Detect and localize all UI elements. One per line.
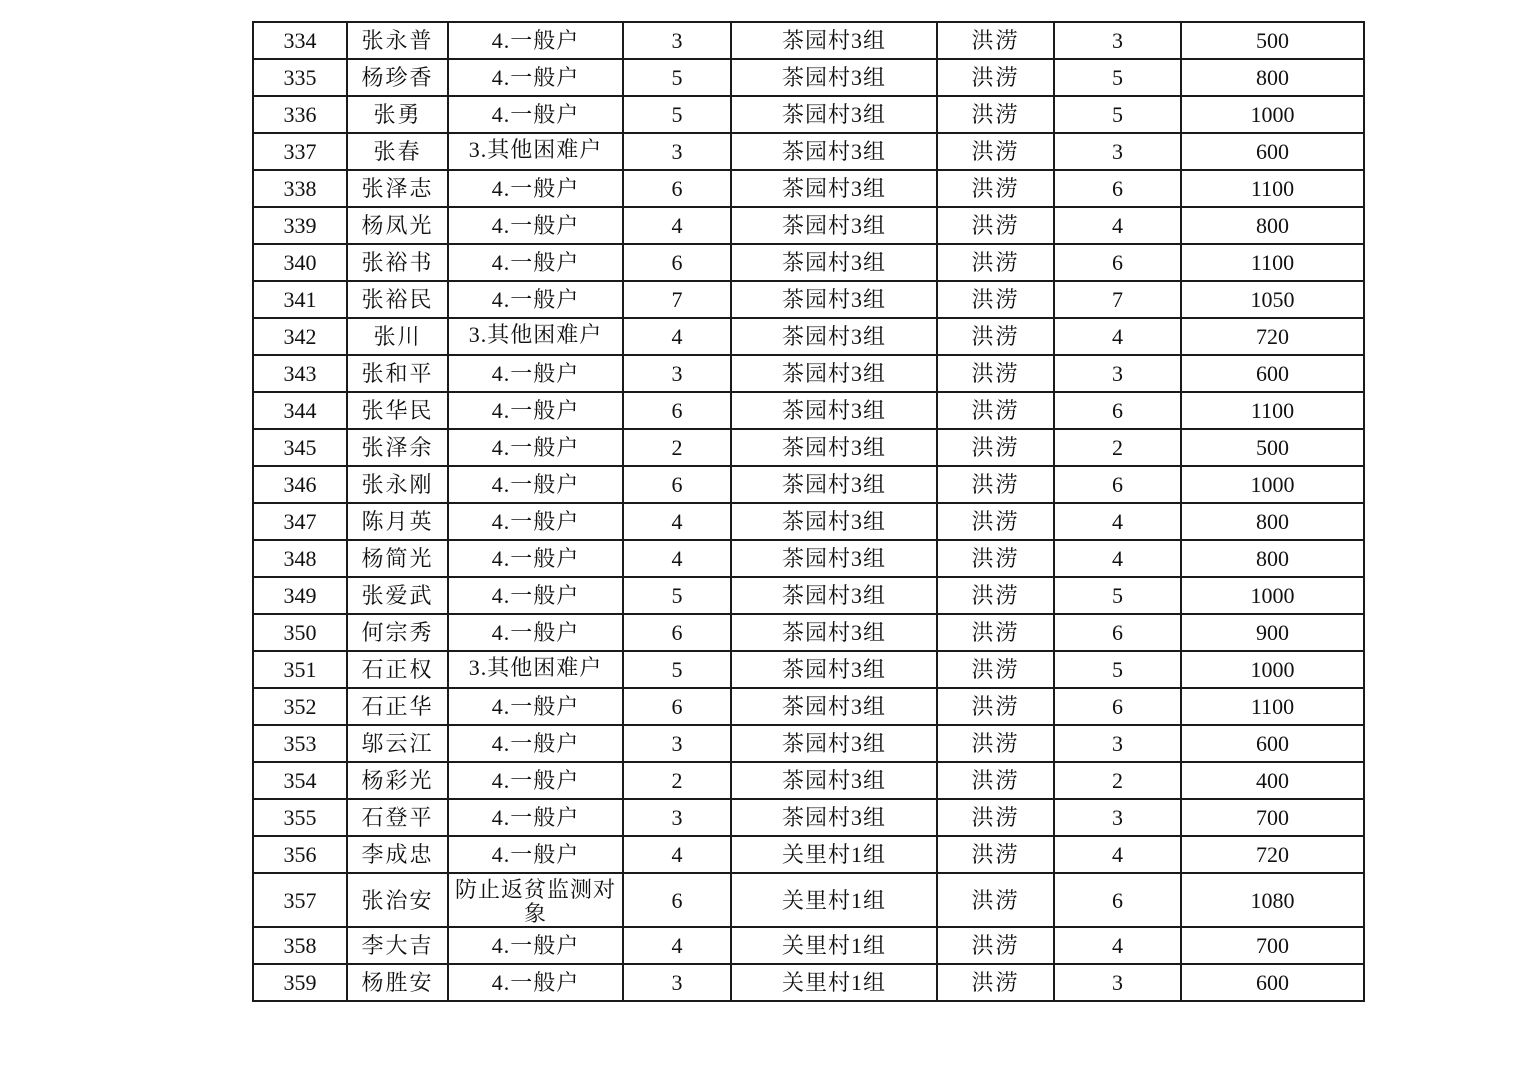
disaster-type-cell: 洪涝 [937,244,1054,281]
household-type-cell: 4.一般户 [448,836,623,873]
household-size-cell: 4 [623,540,731,577]
row-number-cell: 350 [253,614,347,651]
household-type-cell: 4.一般户 [448,355,623,392]
disaster-type-cell: 洪涝 [937,318,1054,355]
household-size-cell: 5 [623,59,731,96]
row-number-cell: 351 [253,651,347,688]
household-type-cell: 4.一般户 [448,244,623,281]
disaster-type-cell: 洪涝 [937,466,1054,503]
disaster-type-cell: 洪涝 [937,207,1054,244]
address-cell: 茶园村3组 [731,244,937,281]
household-size-cell: 6 [623,392,731,429]
disaster-type-cell: 洪涝 [937,170,1054,207]
address-cell: 茶园村3组 [731,429,937,466]
household-type-cell: 4.一般户 [448,614,623,651]
name-cell: 张勇 [347,96,448,133]
table-row [253,392,1364,429]
affected-count-cell: 4 [1054,503,1181,540]
address-cell: 关里村1组 [731,927,937,964]
disaster-type-cell: 洪涝 [937,429,1054,466]
row-number-cell: 338 [253,170,347,207]
row-number-cell: 335 [253,59,347,96]
table-row [253,964,1364,1001]
affected-count-cell: 4 [1054,540,1181,577]
table-row [253,133,1364,170]
table-row [253,318,1364,355]
household-size-cell: 2 [623,762,731,799]
address-cell: 茶园村3组 [731,133,937,170]
name-cell: 杨简光 [347,540,448,577]
affected-count-cell: 3 [1054,22,1181,59]
household-type-cell: 4.一般户 [448,392,623,429]
amount-cell: 700 [1181,927,1364,964]
name-cell: 李成忠 [347,836,448,873]
household-size-cell: 3 [623,964,731,1001]
amount-cell: 720 [1181,318,1364,355]
household-size-cell: 6 [623,688,731,725]
name-cell: 石登平 [347,799,448,836]
affected-count-cell: 5 [1054,651,1181,688]
name-cell: 何宗秀 [347,614,448,651]
affected-count-cell: 3 [1054,725,1181,762]
address-cell: 茶园村3组 [731,762,937,799]
affected-count-cell: 4 [1054,836,1181,873]
household-size-cell: 4 [623,207,731,244]
name-cell: 陈月英 [347,503,448,540]
table-row [253,207,1364,244]
affected-count-cell: 4 [1054,207,1181,244]
relief-data-table [252,21,1365,1002]
address-cell: 茶园村3组 [731,59,937,96]
row-number-cell: 346 [253,466,347,503]
affected-count-cell: 6 [1054,688,1181,725]
amount-cell: 800 [1181,540,1364,577]
household-size-cell: 3 [623,799,731,836]
address-cell: 茶园村3组 [731,725,937,762]
household-size-cell: 4 [623,836,731,873]
address-cell: 关里村1组 [731,964,937,1001]
amount-cell: 600 [1181,964,1364,1001]
table-row [253,762,1364,799]
amount-cell: 1000 [1181,466,1364,503]
address-cell: 关里村1组 [731,873,937,927]
household-size-cell: 4 [623,503,731,540]
disaster-type-cell: 洪涝 [937,96,1054,133]
address-cell: 茶园村3组 [731,392,937,429]
address-cell: 茶园村3组 [731,281,937,318]
name-cell: 张永刚 [347,466,448,503]
name-cell: 邬云江 [347,725,448,762]
table-row [253,170,1364,207]
affected-count-cell: 5 [1054,96,1181,133]
affected-count-cell: 2 [1054,762,1181,799]
amount-cell: 1000 [1181,96,1364,133]
disaster-type-cell: 洪涝 [937,688,1054,725]
address-cell: 茶园村3组 [731,355,937,392]
household-type-cell: 4.一般户 [448,927,623,964]
address-cell: 茶园村3组 [731,96,937,133]
name-cell: 李大吉 [347,927,448,964]
amount-cell: 1100 [1181,688,1364,725]
affected-count-cell: 6 [1054,170,1181,207]
household-type-cell: 4.一般户 [448,503,623,540]
household-size-cell: 5 [623,96,731,133]
household-size-cell: 6 [623,466,731,503]
table-row [253,614,1364,651]
affected-count-cell: 3 [1054,355,1181,392]
affected-count-cell: 4 [1054,927,1181,964]
household-size-cell: 3 [623,22,731,59]
affected-count-cell: 5 [1054,59,1181,96]
household-type-cell: 3.其他困难户 [448,651,623,688]
name-cell: 石正权 [347,651,448,688]
amount-cell: 1100 [1181,244,1364,281]
household-type-cell: 4.一般户 [448,207,623,244]
amount-cell: 720 [1181,836,1364,873]
affected-count-cell: 6 [1054,392,1181,429]
household-type-cell: 4.一般户 [448,577,623,614]
amount-cell: 500 [1181,429,1364,466]
row-number-cell: 355 [253,799,347,836]
amount-cell: 1000 [1181,651,1364,688]
name-cell: 张春 [347,133,448,170]
household-type-cell: 4.一般户 [448,688,623,725]
row-number-cell: 337 [253,133,347,170]
table-row [253,466,1364,503]
name-cell: 张川 [347,318,448,355]
disaster-type-cell: 洪涝 [937,133,1054,170]
household-type-cell: 4.一般户 [448,466,623,503]
table-row [253,651,1364,688]
row-number-cell: 357 [253,873,347,927]
table-row [253,799,1364,836]
name-cell: 张和平 [347,355,448,392]
amount-cell: 1100 [1181,392,1364,429]
row-number-cell: 356 [253,836,347,873]
table-row [253,22,1364,59]
row-number-cell: 352 [253,688,347,725]
affected-count-cell: 6 [1054,614,1181,651]
row-number-cell: 358 [253,927,347,964]
address-cell: 茶园村3组 [731,540,937,577]
table-row [253,577,1364,614]
table-row [253,725,1364,762]
affected-count-cell: 3 [1054,964,1181,1001]
disaster-type-cell: 洪涝 [937,503,1054,540]
amount-cell: 1000 [1181,577,1364,614]
name-cell: 张泽志 [347,170,448,207]
row-number-cell: 354 [253,762,347,799]
household-size-cell: 4 [623,927,731,964]
affected-count-cell: 6 [1054,466,1181,503]
table-row [253,244,1364,281]
address-cell: 茶园村3组 [731,688,937,725]
amount-cell: 1050 [1181,281,1364,318]
row-number-cell: 359 [253,964,347,1001]
table-row [253,96,1364,133]
name-cell: 张裕民 [347,281,448,318]
row-number-cell: 340 [253,244,347,281]
household-size-cell: 7 [623,281,731,318]
household-type-cell: 4.一般户 [448,96,623,133]
household-size-cell: 3 [623,133,731,170]
address-cell: 茶园村3组 [731,466,937,503]
row-number-cell: 347 [253,503,347,540]
household-type-cell: 4.一般户 [448,170,623,207]
table-row [253,540,1364,577]
name-cell: 张泽余 [347,429,448,466]
table-row [253,836,1364,873]
household-type-cell: 3.其他困难户 [448,318,623,355]
row-number-cell: 336 [253,96,347,133]
household-size-cell: 5 [623,651,731,688]
address-cell: 茶园村3组 [731,577,937,614]
affected-count-cell: 7 [1054,281,1181,318]
affected-count-cell: 5 [1054,577,1181,614]
disaster-type-cell: 洪涝 [937,355,1054,392]
disaster-type-cell: 洪涝 [937,392,1054,429]
table-row [253,873,1364,927]
table-row [253,59,1364,96]
disaster-type-cell: 洪涝 [937,762,1054,799]
household-size-cell: 3 [623,725,731,762]
table-row [253,281,1364,318]
amount-cell: 800 [1181,503,1364,540]
address-cell: 茶园村3组 [731,614,937,651]
name-cell: 张裕书 [347,244,448,281]
row-number-cell: 353 [253,725,347,762]
disaster-type-cell: 洪涝 [937,799,1054,836]
address-cell: 茶园村3组 [731,318,937,355]
row-number-cell: 342 [253,318,347,355]
address-cell: 茶园村3组 [731,207,937,244]
amount-cell: 600 [1181,133,1364,170]
disaster-type-cell: 洪涝 [937,964,1054,1001]
row-number-cell: 341 [253,281,347,318]
amount-cell: 1100 [1181,170,1364,207]
row-number-cell: 344 [253,392,347,429]
household-type-cell: 4.一般户 [448,725,623,762]
disaster-type-cell: 洪涝 [937,59,1054,96]
name-cell: 张爱武 [347,577,448,614]
household-size-cell: 6 [623,873,731,927]
household-type-cell: 3.其他困难户 [448,133,623,170]
affected-count-cell: 3 [1054,133,1181,170]
table-row [253,927,1364,964]
amount-cell: 700 [1181,799,1364,836]
affected-count-cell: 6 [1054,873,1181,927]
disaster-type-cell: 洪涝 [937,927,1054,964]
household-type-cell: 4.一般户 [448,429,623,466]
table-row [253,355,1364,392]
address-cell: 茶园村3组 [731,503,937,540]
name-cell: 石正华 [347,688,448,725]
disaster-type-cell: 洪涝 [937,614,1054,651]
amount-cell: 600 [1181,355,1364,392]
household-size-cell: 4 [623,318,731,355]
address-cell: 茶园村3组 [731,799,937,836]
disaster-type-cell: 洪涝 [937,836,1054,873]
affected-count-cell: 2 [1054,429,1181,466]
name-cell: 张治安 [347,873,448,927]
household-type-cell: 4.一般户 [448,22,623,59]
amount-cell: 600 [1181,725,1364,762]
household-type-cell: 4.一般户 [448,964,623,1001]
household-size-cell: 6 [623,170,731,207]
address-cell: 关里村1组 [731,836,937,873]
address-cell: 茶园村3组 [731,170,937,207]
name-cell: 张华民 [347,392,448,429]
amount-cell: 1080 [1181,873,1364,927]
household-size-cell: 5 [623,577,731,614]
household-size-cell: 6 [623,614,731,651]
address-cell: 茶园村3组 [731,22,937,59]
row-number-cell: 345 [253,429,347,466]
amount-cell: 900 [1181,614,1364,651]
row-number-cell: 339 [253,207,347,244]
affected-count-cell: 6 [1054,244,1181,281]
household-size-cell: 3 [623,355,731,392]
table-body [253,22,1364,1001]
disaster-type-cell: 洪涝 [937,281,1054,318]
disaster-type-cell: 洪涝 [937,577,1054,614]
household-type-cell: 4.一般户 [448,281,623,318]
amount-cell: 800 [1181,59,1364,96]
amount-cell: 800 [1181,207,1364,244]
row-number-cell: 349 [253,577,347,614]
table-row [253,503,1364,540]
disaster-type-cell: 洪涝 [937,873,1054,927]
name-cell: 杨彩光 [347,762,448,799]
amount-cell: 400 [1181,762,1364,799]
name-cell: 杨珍香 [347,59,448,96]
affected-count-cell: 4 [1054,318,1181,355]
table-row [253,429,1364,466]
household-type-cell: 4.一般户 [448,59,623,96]
affected-count-cell: 3 [1054,799,1181,836]
disaster-type-cell: 洪涝 [937,725,1054,762]
disaster-type-cell: 洪涝 [937,651,1054,688]
address-cell: 茶园村3组 [731,651,937,688]
household-type-cell: 4.一般户 [448,540,623,577]
disaster-type-cell: 洪涝 [937,540,1054,577]
household-type-cell: 防止返贫监测对象 [448,873,623,927]
household-type-cell: 4.一般户 [448,799,623,836]
name-cell: 张永普 [347,22,448,59]
row-number-cell: 348 [253,540,347,577]
row-number-cell: 343 [253,355,347,392]
row-number-cell: 334 [253,22,347,59]
household-type-cell: 4.一般户 [448,762,623,799]
disaster-type-cell: 洪涝 [937,22,1054,59]
name-cell: 杨凤光 [347,207,448,244]
amount-cell: 500 [1181,22,1364,59]
household-size-cell: 6 [623,244,731,281]
table-row [253,688,1364,725]
household-size-cell: 2 [623,429,731,466]
name-cell: 杨胜安 [347,964,448,1001]
